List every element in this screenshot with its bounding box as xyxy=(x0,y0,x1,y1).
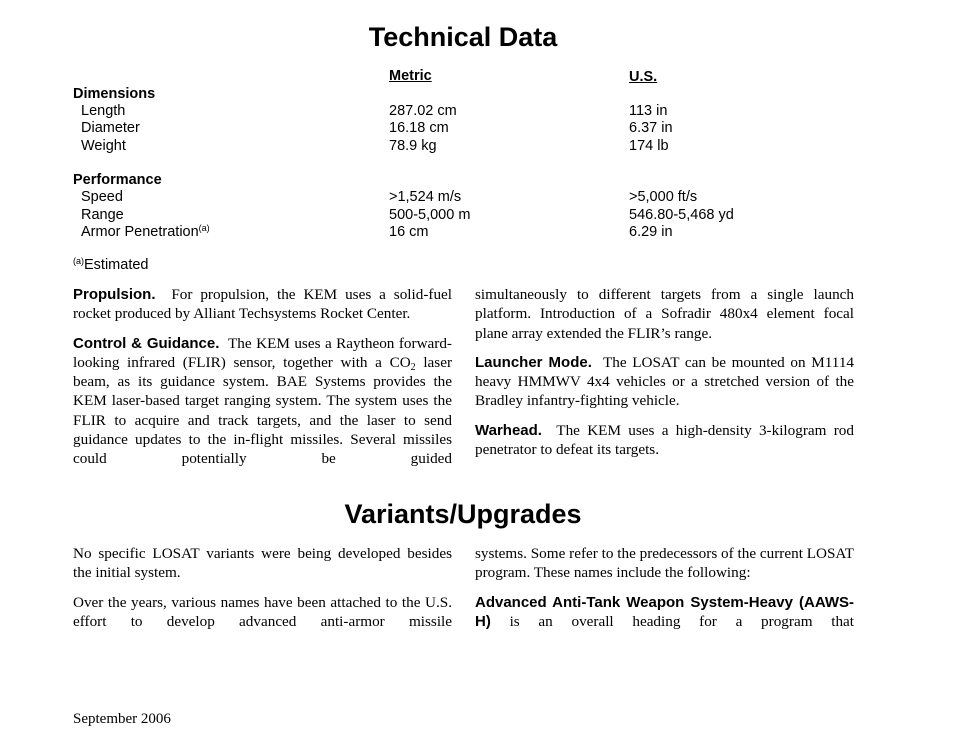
footnote-text: Estimated xyxy=(84,257,149,273)
row-us-value: 113 in xyxy=(629,103,668,119)
variants-paragraph-1: No specific LOSAT variants were being developed besides the initial system. xyxy=(73,545,452,582)
row-label: Diameter xyxy=(81,120,140,136)
control-guidance-continuation: simultaneously to different targets from a single launch platform. Introduction of a Sofradir 480x4 element focal plane array extended the FLIR’s range. xyxy=(475,286,854,342)
row-label xyxy=(81,224,210,240)
control-guidance-text-b: laser beam, as its guidance system. BAE Systems provides the KEM laser-based target ranging system. The system uses the FLIR to acquire and track targets, and the laser to send guidance updates to the in-flight missiles. Several missiles could potentially be guided xyxy=(73,353,452,468)
propulsion-text: For propulsion, the KEM uses a solid-fuel rocket produced by Alliant Techsystems Rocket Center. xyxy=(73,286,452,323)
row-label: Weight xyxy=(81,138,126,154)
launcher-mode-text: The LOSAT can be mounted on M1114 heavy HMMWV 4x4 vehicles or a stretched version of the Bradley infantry-fighting vehicle. xyxy=(475,353,855,410)
control-guidance-heading: Control & Guidance. xyxy=(73,334,220,352)
right-column-variants xyxy=(475,544,854,641)
row-metric-value: >1,524 m/s xyxy=(389,189,462,205)
performance-heading: Performance xyxy=(73,172,162,188)
footnote-ref: (a) xyxy=(198,223,210,233)
left-column-variants xyxy=(73,544,452,641)
technical-data-title: Technical Data xyxy=(368,22,558,52)
variants-paragraph-2-continuation: systems. Some refer to the predecessors of the current LOSAT program. These names include the following: xyxy=(475,545,854,582)
footnote-marker: (a) xyxy=(73,256,84,266)
variants-paragraph-2: Over the years, various names have been attached to the U.S. effort to develop advanced anti-armor missile xyxy=(73,593,452,630)
row-us-value: >5,000 ft/s xyxy=(629,189,698,205)
aaws-h-paragraph xyxy=(475,593,854,632)
warhead-paragraph xyxy=(475,421,854,460)
us-column-header: U.S. xyxy=(629,69,658,85)
launcher-mode-heading: Launcher Mode. xyxy=(475,353,592,371)
propulsion-heading: Propulsion. xyxy=(73,286,156,303)
dimensions-heading: Dimensions xyxy=(73,86,156,102)
row-label: Range xyxy=(81,207,124,223)
row-us-value: 6.29 in xyxy=(629,224,673,240)
row-metric-value: 78.9 kg xyxy=(389,138,437,154)
row-us-value: 6.37 in xyxy=(629,120,673,136)
propulsion-paragraph xyxy=(73,285,452,324)
aaws-h-heading: Advanced Anti-Tank Weapon System-Heavy (AAWS-H) xyxy=(475,593,854,630)
launcher-mode-paragraph xyxy=(475,353,854,411)
control-guidance-paragraph xyxy=(73,334,452,469)
metric-column-header: Metric xyxy=(389,68,432,84)
row-us-value: 174 lb xyxy=(629,138,669,154)
row-metric-value: 16 cm xyxy=(389,224,429,240)
left-column-technical xyxy=(73,285,452,479)
row-us-value: 546.80-5,468 yd xyxy=(629,207,734,223)
right-column-technical xyxy=(475,285,854,469)
variants-upgrades-title: Variants/Upgrades xyxy=(344,499,582,529)
row-metric-value: 16.18 cm xyxy=(389,120,449,136)
co2-subscript: 2 xyxy=(410,361,416,373)
row-label: Speed xyxy=(81,189,123,205)
estimated-footnote xyxy=(73,257,148,273)
control-guidance-text-a: The KEM uses a Raytheon forward-looking infrared (FLIR) sensor, together with a CO xyxy=(73,334,452,371)
row-metric-value: 287.02 cm xyxy=(389,103,457,119)
technical-data-table xyxy=(0,0,954,260)
warhead-heading: Warhead. xyxy=(475,421,542,439)
warhead-text: The KEM uses a high-density 3-kilogram rod penetrator to defeat its targets. xyxy=(475,421,854,459)
aaws-h-text: is an overall heading for a program that xyxy=(509,612,855,630)
row-metric-value: 500-5,000 m xyxy=(389,207,471,223)
row-label: Length xyxy=(81,103,126,119)
row-label-text: Armor Penetration xyxy=(81,224,199,240)
footer-date: September 2006 xyxy=(73,711,171,727)
